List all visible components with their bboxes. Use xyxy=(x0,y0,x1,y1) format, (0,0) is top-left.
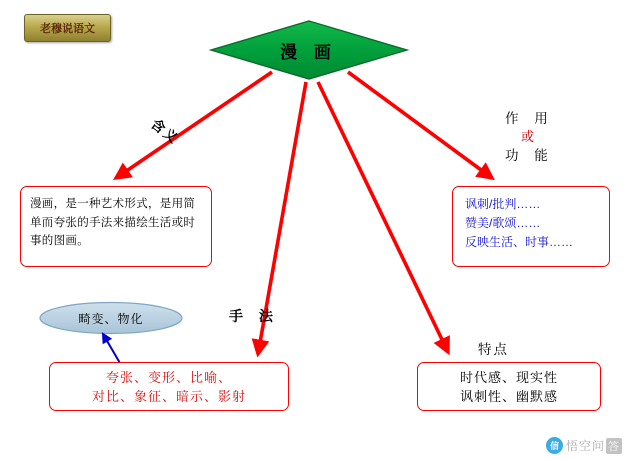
traits-line: 时代感、现实性 xyxy=(459,370,558,385)
technique-text-block xyxy=(50,363,288,411)
function-line: 讽刺/批判…… xyxy=(465,197,541,211)
ellipse-node-label: 畸变、物化 xyxy=(78,312,144,326)
watermark-text-main: 悟空问 xyxy=(565,439,605,453)
caption-function-or: 或 xyxy=(521,129,535,144)
definition-text: 漫画，是一种艺术形式，是用简单而夸张的手法来描绘生活或时事的图画。 xyxy=(30,198,196,248)
watermark-text xyxy=(566,437,622,454)
caption-definition: 含义 xyxy=(148,116,182,148)
technique-box xyxy=(49,362,289,411)
traits-box xyxy=(417,362,601,411)
caption-function-line1: 作 用 xyxy=(505,111,554,126)
function-box xyxy=(452,186,610,267)
caption-function-line2: 功 能 xyxy=(505,148,554,163)
technique-line: 夸张、变形、比喻、 xyxy=(105,370,232,385)
central-node xyxy=(209,20,408,80)
technique-line: 对比、象征、暗示、影射 xyxy=(91,389,246,405)
arrow-to-function xyxy=(348,72,492,178)
caption-traits: 特点 xyxy=(478,342,509,357)
watermark-badge-icon: 信 xyxy=(546,437,563,454)
traits-line: 讽刺性、幽默感 xyxy=(459,389,558,405)
watermark xyxy=(546,437,622,454)
caption-technique: 手 法 xyxy=(229,308,279,324)
function-line: 反映生活、时事…… xyxy=(465,234,574,249)
function-text-block xyxy=(453,187,609,260)
traits-text-block xyxy=(418,363,600,411)
logo-tab xyxy=(24,14,111,42)
arrow-to-definition xyxy=(116,72,272,178)
definition-box xyxy=(20,186,212,267)
function-line: 赞美/歌颂…… xyxy=(465,215,541,230)
arrow-to-traits xyxy=(318,82,448,352)
central-node-label: 漫 画 xyxy=(280,42,337,62)
logo-label: 老穆说语文 xyxy=(40,23,95,35)
watermark-text-boxed: 答 xyxy=(606,438,622,454)
